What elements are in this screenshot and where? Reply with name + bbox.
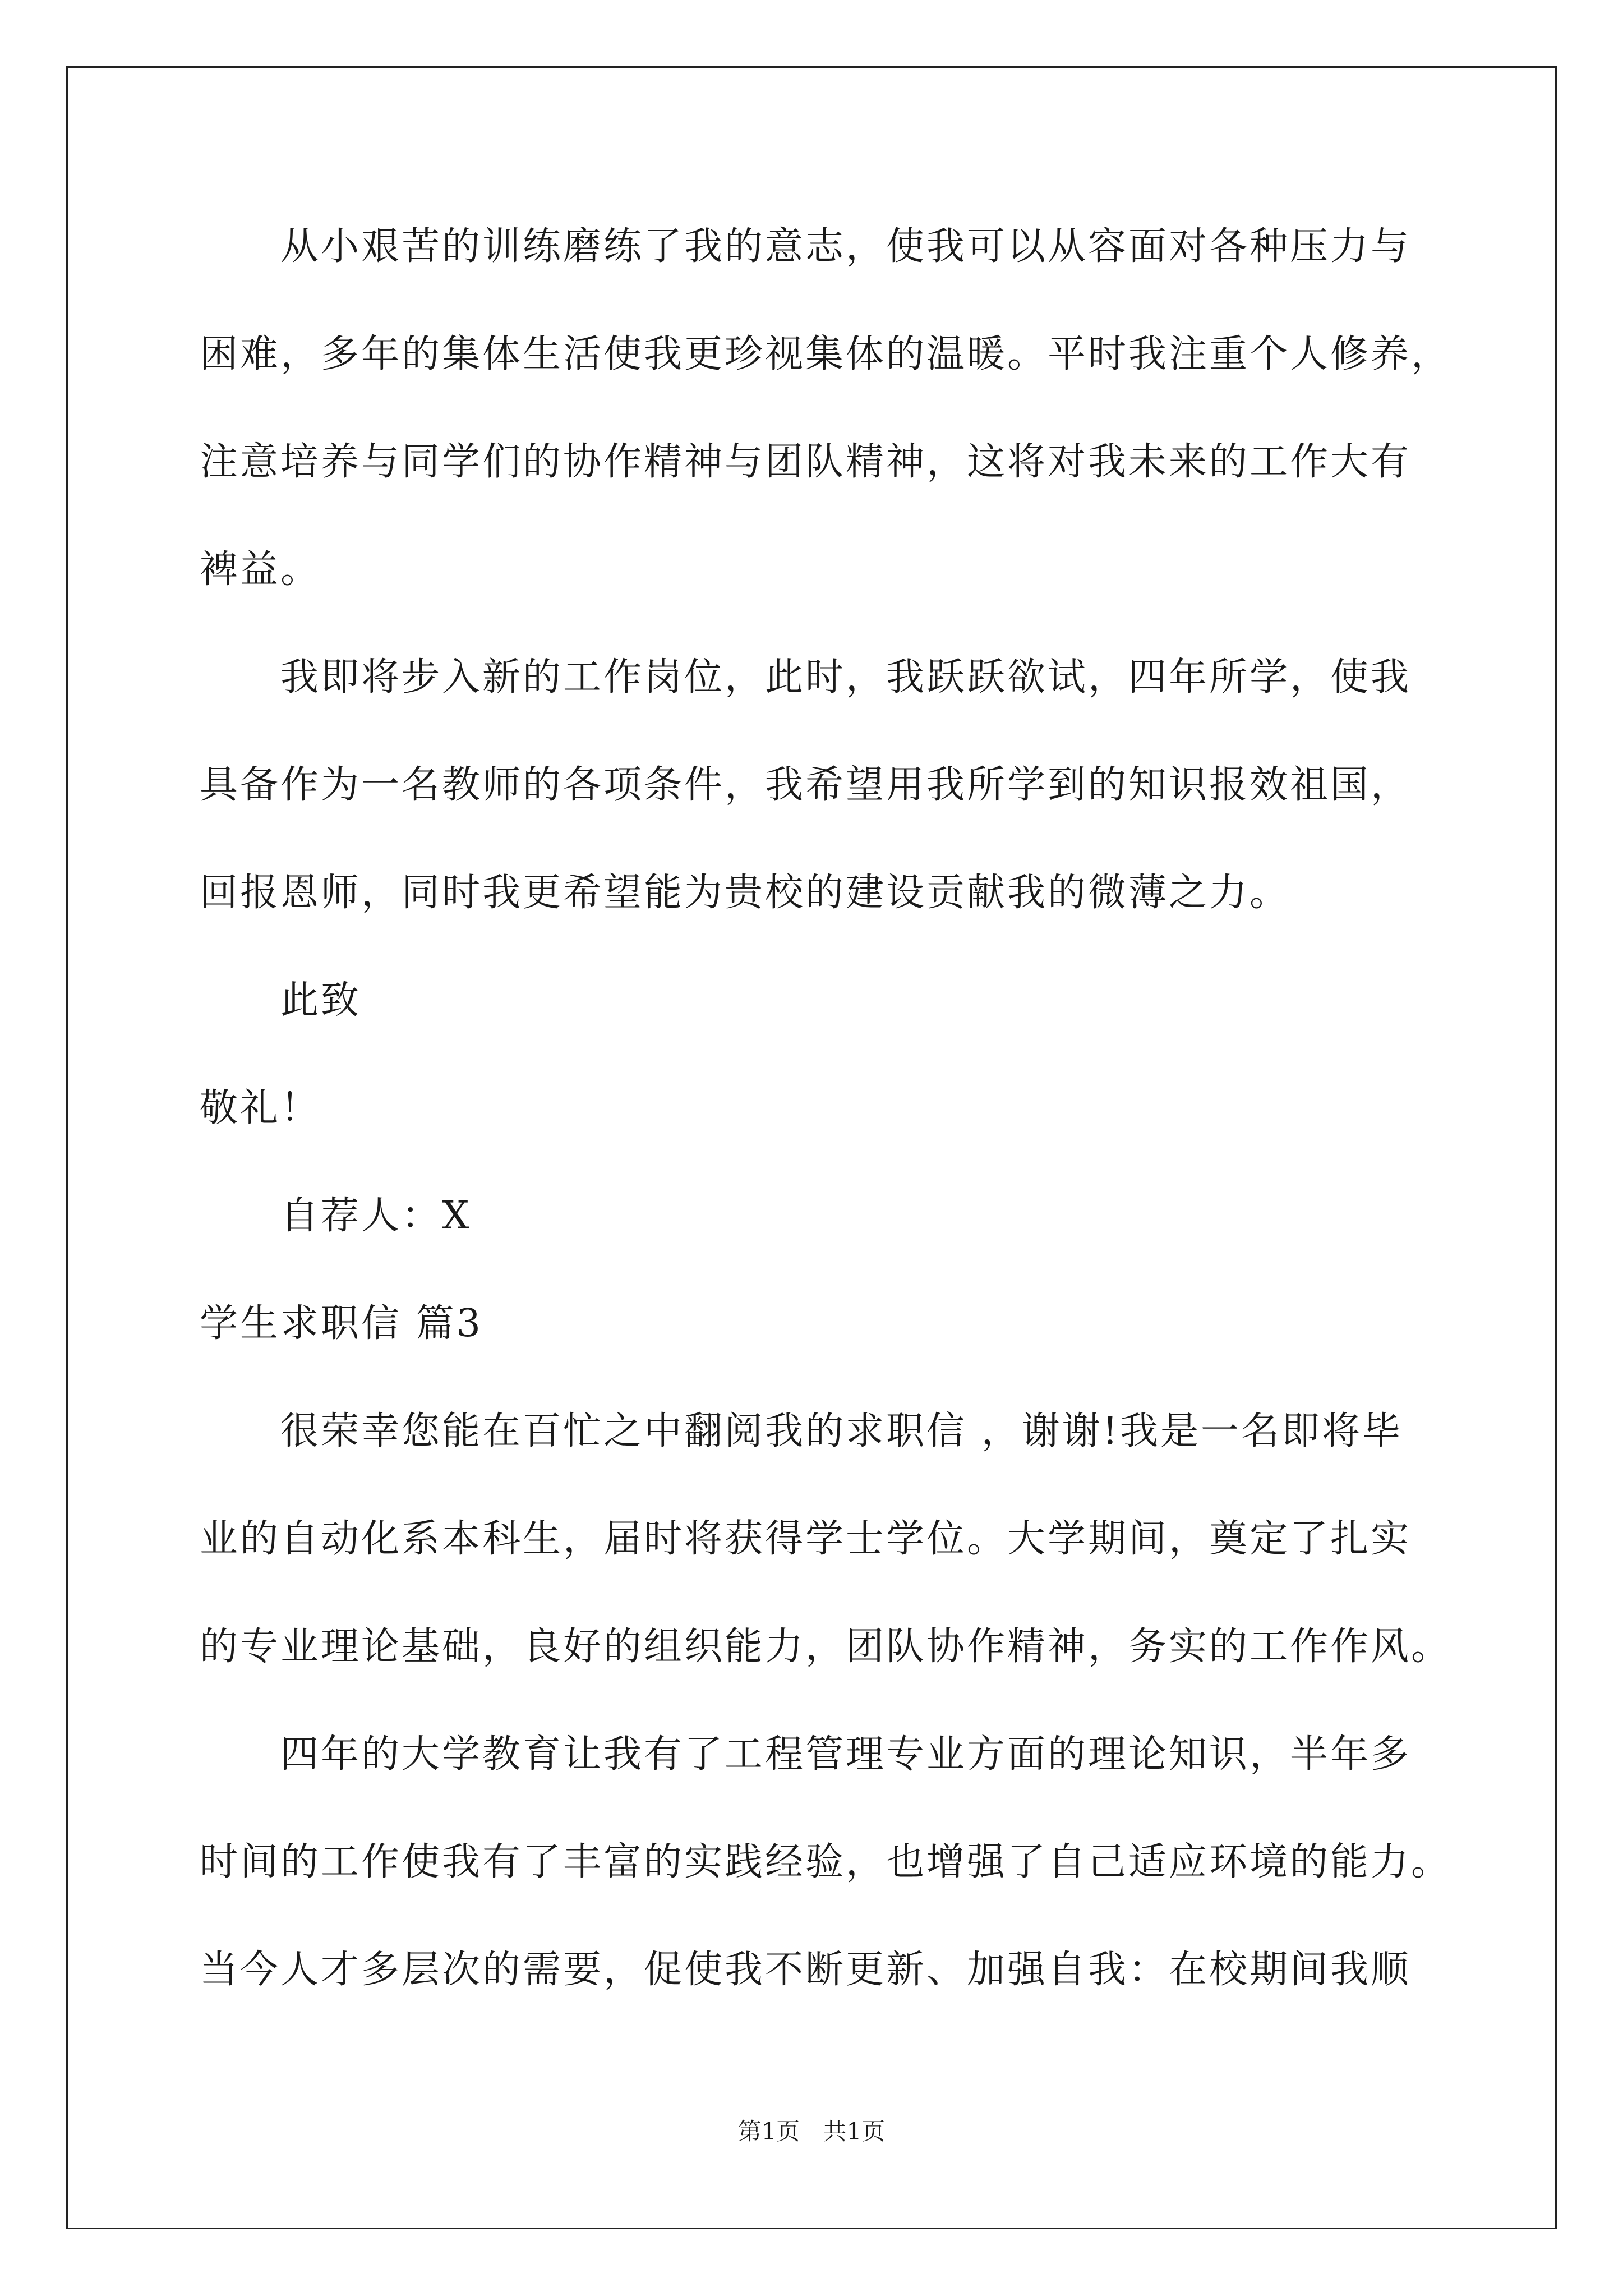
page-number-total: 共1页 — [823, 2118, 886, 2145]
paragraph-line: 困难，多年的集体生活使我更珍视集体的温暖。平时我注重个人修养， — [200, 332, 1452, 376]
paragraph-line: 回报恩师，同时我更希望能为贵校的建设贡献我的微薄之力。 — [200, 871, 1290, 915]
page-frame — [66, 66, 1557, 2229]
paragraph-line: 业的自动化系本科生，届时将获得学士学位。大学期间，奠定了扎实 — [200, 1517, 1412, 1561]
paragraph-line: 四年的大学教育让我有了工程管理专业方面的理论知识，半年多 — [280, 1732, 1412, 1777]
paragraph-line: 从小艰苦的训练磨练了我的意志，使我可以从容面对各种压力与 — [280, 224, 1412, 269]
closing-salutation: 此致 — [280, 978, 362, 1023]
signature-line: 自荐人：X — [280, 1194, 472, 1238]
paragraph-line: 时间的工作使我有了丰富的实践经验，也增强了自己适应环境的能力。 — [200, 1840, 1452, 1884]
paragraph-line: 注意培养与同学们的协作精神与团队精神，这将对我未来的工作大有 — [200, 440, 1412, 484]
page-footer — [0, 2115, 1623, 2148]
paragraph-line: 当今人才多层次的需要，促使我不断更新、加强自我：在校期间我顺 — [200, 1948, 1412, 1992]
paragraph-line: 我即将步入新的工作岗位，此时，我跃跃欲试，四年所学，使我 — [280, 655, 1412, 700]
page-number-current: 第1页 — [737, 2118, 800, 2145]
closing-regards: 敬礼！ — [200, 1086, 321, 1130]
section-heading: 学生求职信 篇3 — [200, 1301, 483, 1346]
paragraph-line: 很荣幸您能在百忙之中翻阅我的求职信 ，谢谢!我是一名即将毕 — [280, 1409, 1403, 1453]
paragraph-line: 的专业理论基础，良好的组织能力，团队协作精神，务实的工作作风。 — [200, 1625, 1452, 1669]
paragraph-line: 裨益。 — [200, 547, 321, 592]
paragraph-line: 具备作为一名教师的各项条件，我希望用我所学到的知识报效祖国， — [200, 763, 1412, 807]
